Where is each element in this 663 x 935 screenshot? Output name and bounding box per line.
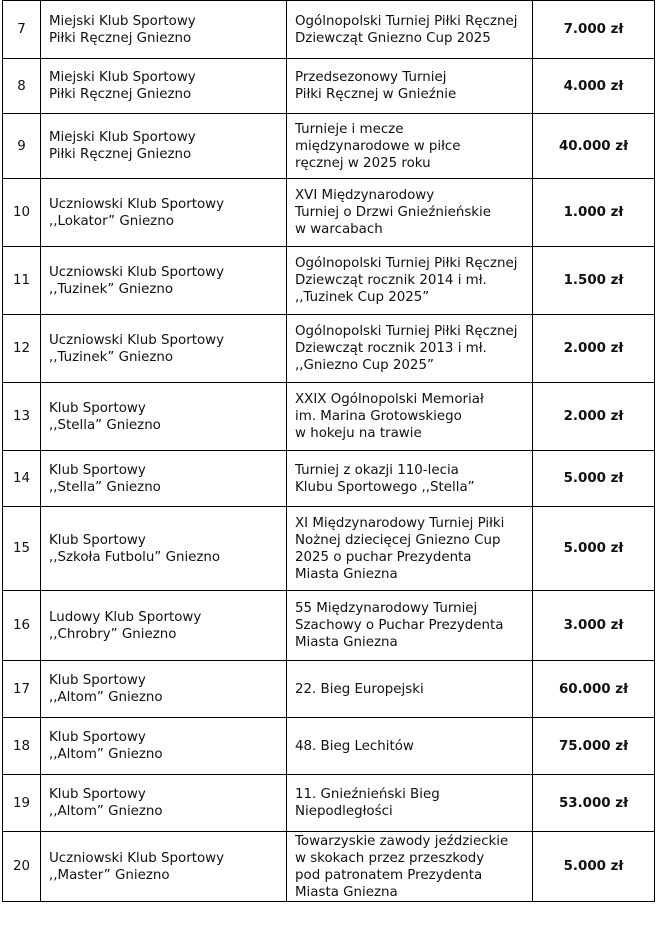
row-number: 19 [3, 775, 41, 832]
event-name-line: 55 Międzynarodowy Turniej [295, 601, 478, 616]
organization-name-line: Uczniowski Klub Sportowy [49, 332, 225, 348]
organization-name-line: ,,Master” Gniezno [49, 867, 170, 883]
table-row [3, 383, 655, 451]
event-cell [287, 718, 533, 775]
grant-amount: 53.000 zł [533, 775, 655, 832]
event-name-line: Miasta Gniezna [295, 884, 398, 900]
row-number: 9 [3, 114, 41, 179]
grant-amount: 5.000 zł [533, 507, 655, 591]
organization-name-line: Piłki Ręcznej Gniezno [49, 147, 192, 162]
organization-name-line: ,,Szkoła Futbolu” Gniezno [49, 549, 221, 565]
organization-name-line: ,,Stella” Gniezno [49, 479, 161, 495]
organization-cell [41, 247, 287, 315]
row-number: 14 [3, 451, 41, 507]
event-name-line: Ogólnopolski Turniej Piłki Ręcznej [295, 13, 518, 29]
event-name-line: Miasta Gniezna [295, 566, 398, 582]
event-name-line: Dziewcząt rocznik 2014 i mł. [295, 273, 487, 288]
event-name-line: Szachowy o Puchar Prezydenta [295, 618, 504, 633]
table-row [3, 832, 655, 902]
organization-cell [41, 451, 287, 507]
grant-amount: 75.000 zł [533, 718, 655, 775]
organization-name-line: Klub Sportowy [49, 532, 146, 548]
grant-amount: 5.000 zł [533, 832, 655, 902]
organization-cell [41, 179, 287, 247]
event-name-line: XVI Międzynarodowy [295, 188, 435, 203]
row-number: 11 [3, 247, 41, 315]
row-number: 16 [3, 591, 41, 661]
event-name-line: XI Międzynarodowy Turniej Piłki [295, 515, 505, 531]
event-cell [287, 591, 533, 661]
row-number: 8 [3, 59, 41, 114]
grants-table [2, 0, 655, 902]
organization-name-line: ,,Lokator” Gniezno [49, 213, 174, 229]
row-number: 20 [3, 832, 41, 902]
organization-name-line: Uczniowski Klub Sportowy [49, 196, 225, 212]
organization-name-line: ,,Altom” Gniezno [49, 747, 163, 762]
row-number: 13 [3, 383, 41, 451]
event-name-line: Turniej z okazji 110-lecia [295, 462, 459, 478]
grant-amount: 40.000 zł [533, 114, 655, 179]
grant-amount: 1.500 zł [533, 247, 655, 315]
organization-cell [41, 832, 287, 902]
row-number: 15 [3, 507, 41, 591]
event-name-line: Miasta Gniezna [295, 635, 398, 650]
table-row [3, 114, 655, 179]
event-name-line: 2025 o puchar Prezydenta [295, 549, 472, 565]
event-name-line: Przedsezonowy Turniej [295, 70, 447, 85]
row-number: 18 [3, 718, 41, 775]
organization-cell [41, 59, 287, 114]
organization-name-line: Miejski Klub Sportowy [49, 130, 196, 145]
event-cell [287, 383, 533, 451]
event-name-line: ,,Gniezno Cup 2025” [295, 358, 434, 373]
organization-cell [41, 718, 287, 775]
organization-cell [41, 383, 287, 451]
organization-name-line: Klub Sportowy [49, 787, 146, 802]
event-name-line: Turnieje i mecze [295, 121, 404, 137]
event-name-line: w warcabach [295, 222, 383, 237]
event-cell [287, 832, 533, 902]
grant-amount: 7.000 zł [533, 1, 655, 59]
event-cell [287, 451, 533, 507]
organization-name-line: Klub Sportowy [49, 673, 146, 688]
event-name-line: Niepodległości [295, 804, 393, 819]
table-row [3, 451, 655, 507]
event-cell [287, 179, 533, 247]
event-name-line: w hokeju na trawie [295, 426, 422, 441]
event-cell [287, 59, 533, 114]
table-row [3, 315, 655, 383]
event-cell [287, 775, 533, 832]
organization-name-line: ,,Altom” Gniezno [49, 690, 163, 705]
table-row [3, 661, 655, 718]
table-row [3, 1, 655, 59]
table-row [3, 507, 655, 591]
organization-cell [41, 315, 287, 383]
organization-name-line: ,,Chrobry” Gniezno [49, 626, 177, 642]
event-name-line: Nożnej dziecięcej Gniezno Cup [295, 532, 501, 548]
grant-amount: 1.000 zł [533, 179, 655, 247]
event-name-line: w skokach przez przeszkody [295, 850, 485, 866]
organization-name-line: Klub Sportowy [49, 462, 146, 478]
event-name-line: 11. Gnieźnieński Bieg [295, 787, 440, 802]
grant-amount: 5.000 zł [533, 451, 655, 507]
row-number: 7 [3, 1, 41, 59]
grants-table-body [3, 1, 655, 902]
event-name-line: 48. Bieg Lechitów [295, 738, 414, 754]
event-name-line: 22. Bieg Europejski [295, 681, 424, 697]
event-name-line: Dziewcząt rocznik 2013 i mł. [295, 341, 487, 356]
organization-name-line: Miejski Klub Sportowy [49, 13, 196, 29]
table-row [3, 179, 655, 247]
grant-amount: 60.000 zł [533, 661, 655, 718]
event-name-line: międzynarodowe w piłce [295, 138, 461, 154]
table-row [3, 59, 655, 114]
organization-name-line: Miejski Klub Sportowy [49, 70, 196, 85]
organization-cell [41, 114, 287, 179]
organization-cell [41, 661, 287, 718]
organization-name-line: Uczniowski Klub Sportowy [49, 850, 225, 866]
table-row [3, 775, 655, 832]
grant-amount: 2.000 zł [533, 315, 655, 383]
event-name-line: ,,Tuzinek Cup 2025” [295, 290, 430, 305]
organization-name-line: ,,Tuzinek” Gniezno [49, 281, 174, 297]
event-name-line: Turniej o Drzwi Gnieźnieńskie [295, 205, 492, 220]
event-name-line: Piłki Ręcznej w Gnieźnie [295, 87, 457, 102]
event-name-line: Dziewcząt Gniezno Cup 2025 [295, 30, 491, 46]
event-name-line: Ogólnopolski Turniej Piłki Ręcznej [295, 324, 518, 339]
grant-amount: 2.000 zł [533, 383, 655, 451]
event-cell [287, 114, 533, 179]
organization-name-line: ,,Stella” Gniezno [49, 417, 161, 433]
event-cell [287, 507, 533, 591]
organization-cell [41, 1, 287, 59]
organization-name-line: ,,Tuzinek” Gniezno [49, 349, 174, 365]
organization-cell [41, 775, 287, 832]
event-cell [287, 1, 533, 59]
event-name-line: XXIX Ogólnopolski Memoriał [295, 392, 484, 407]
row-number: 17 [3, 661, 41, 718]
table-row [3, 247, 655, 315]
event-name-line: Klubu Sportowego ,,Stella” [295, 479, 475, 495]
organization-name-line: Uczniowski Klub Sportowy [49, 264, 225, 280]
organization-name-line: Ludowy Klub Sportowy [49, 609, 202, 625]
event-name-line: ręcznej w 2025 roku [295, 155, 431, 171]
row-number: 10 [3, 179, 41, 247]
table-row [3, 591, 655, 661]
organization-name-line: Klub Sportowy [49, 730, 146, 745]
organization-cell [41, 591, 287, 661]
event-cell [287, 315, 533, 383]
event-cell [287, 661, 533, 718]
row-number: 12 [3, 315, 41, 383]
event-name-line: Ogólnopolski Turniej Piłki Ręcznej [295, 256, 518, 271]
organization-name-line: Klub Sportowy [49, 400, 146, 416]
event-name-line: Towarzyskie zawody jeździeckie [295, 833, 509, 849]
organization-name-line: Piłki Ręcznej Gniezno [49, 30, 192, 46]
event-name-line: im. Marina Grotowskiego [295, 409, 462, 424]
table-row [3, 718, 655, 775]
event-name-line: pod patronatem Prezydenta [295, 867, 483, 883]
organization-name-line: Piłki Ręcznej Gniezno [49, 87, 192, 102]
grant-amount: 3.000 zł [533, 591, 655, 661]
event-cell [287, 247, 533, 315]
organization-name-line: ,,Altom” Gniezno [49, 804, 163, 819]
grant-amount: 4.000 zł [533, 59, 655, 114]
organization-cell [41, 507, 287, 591]
